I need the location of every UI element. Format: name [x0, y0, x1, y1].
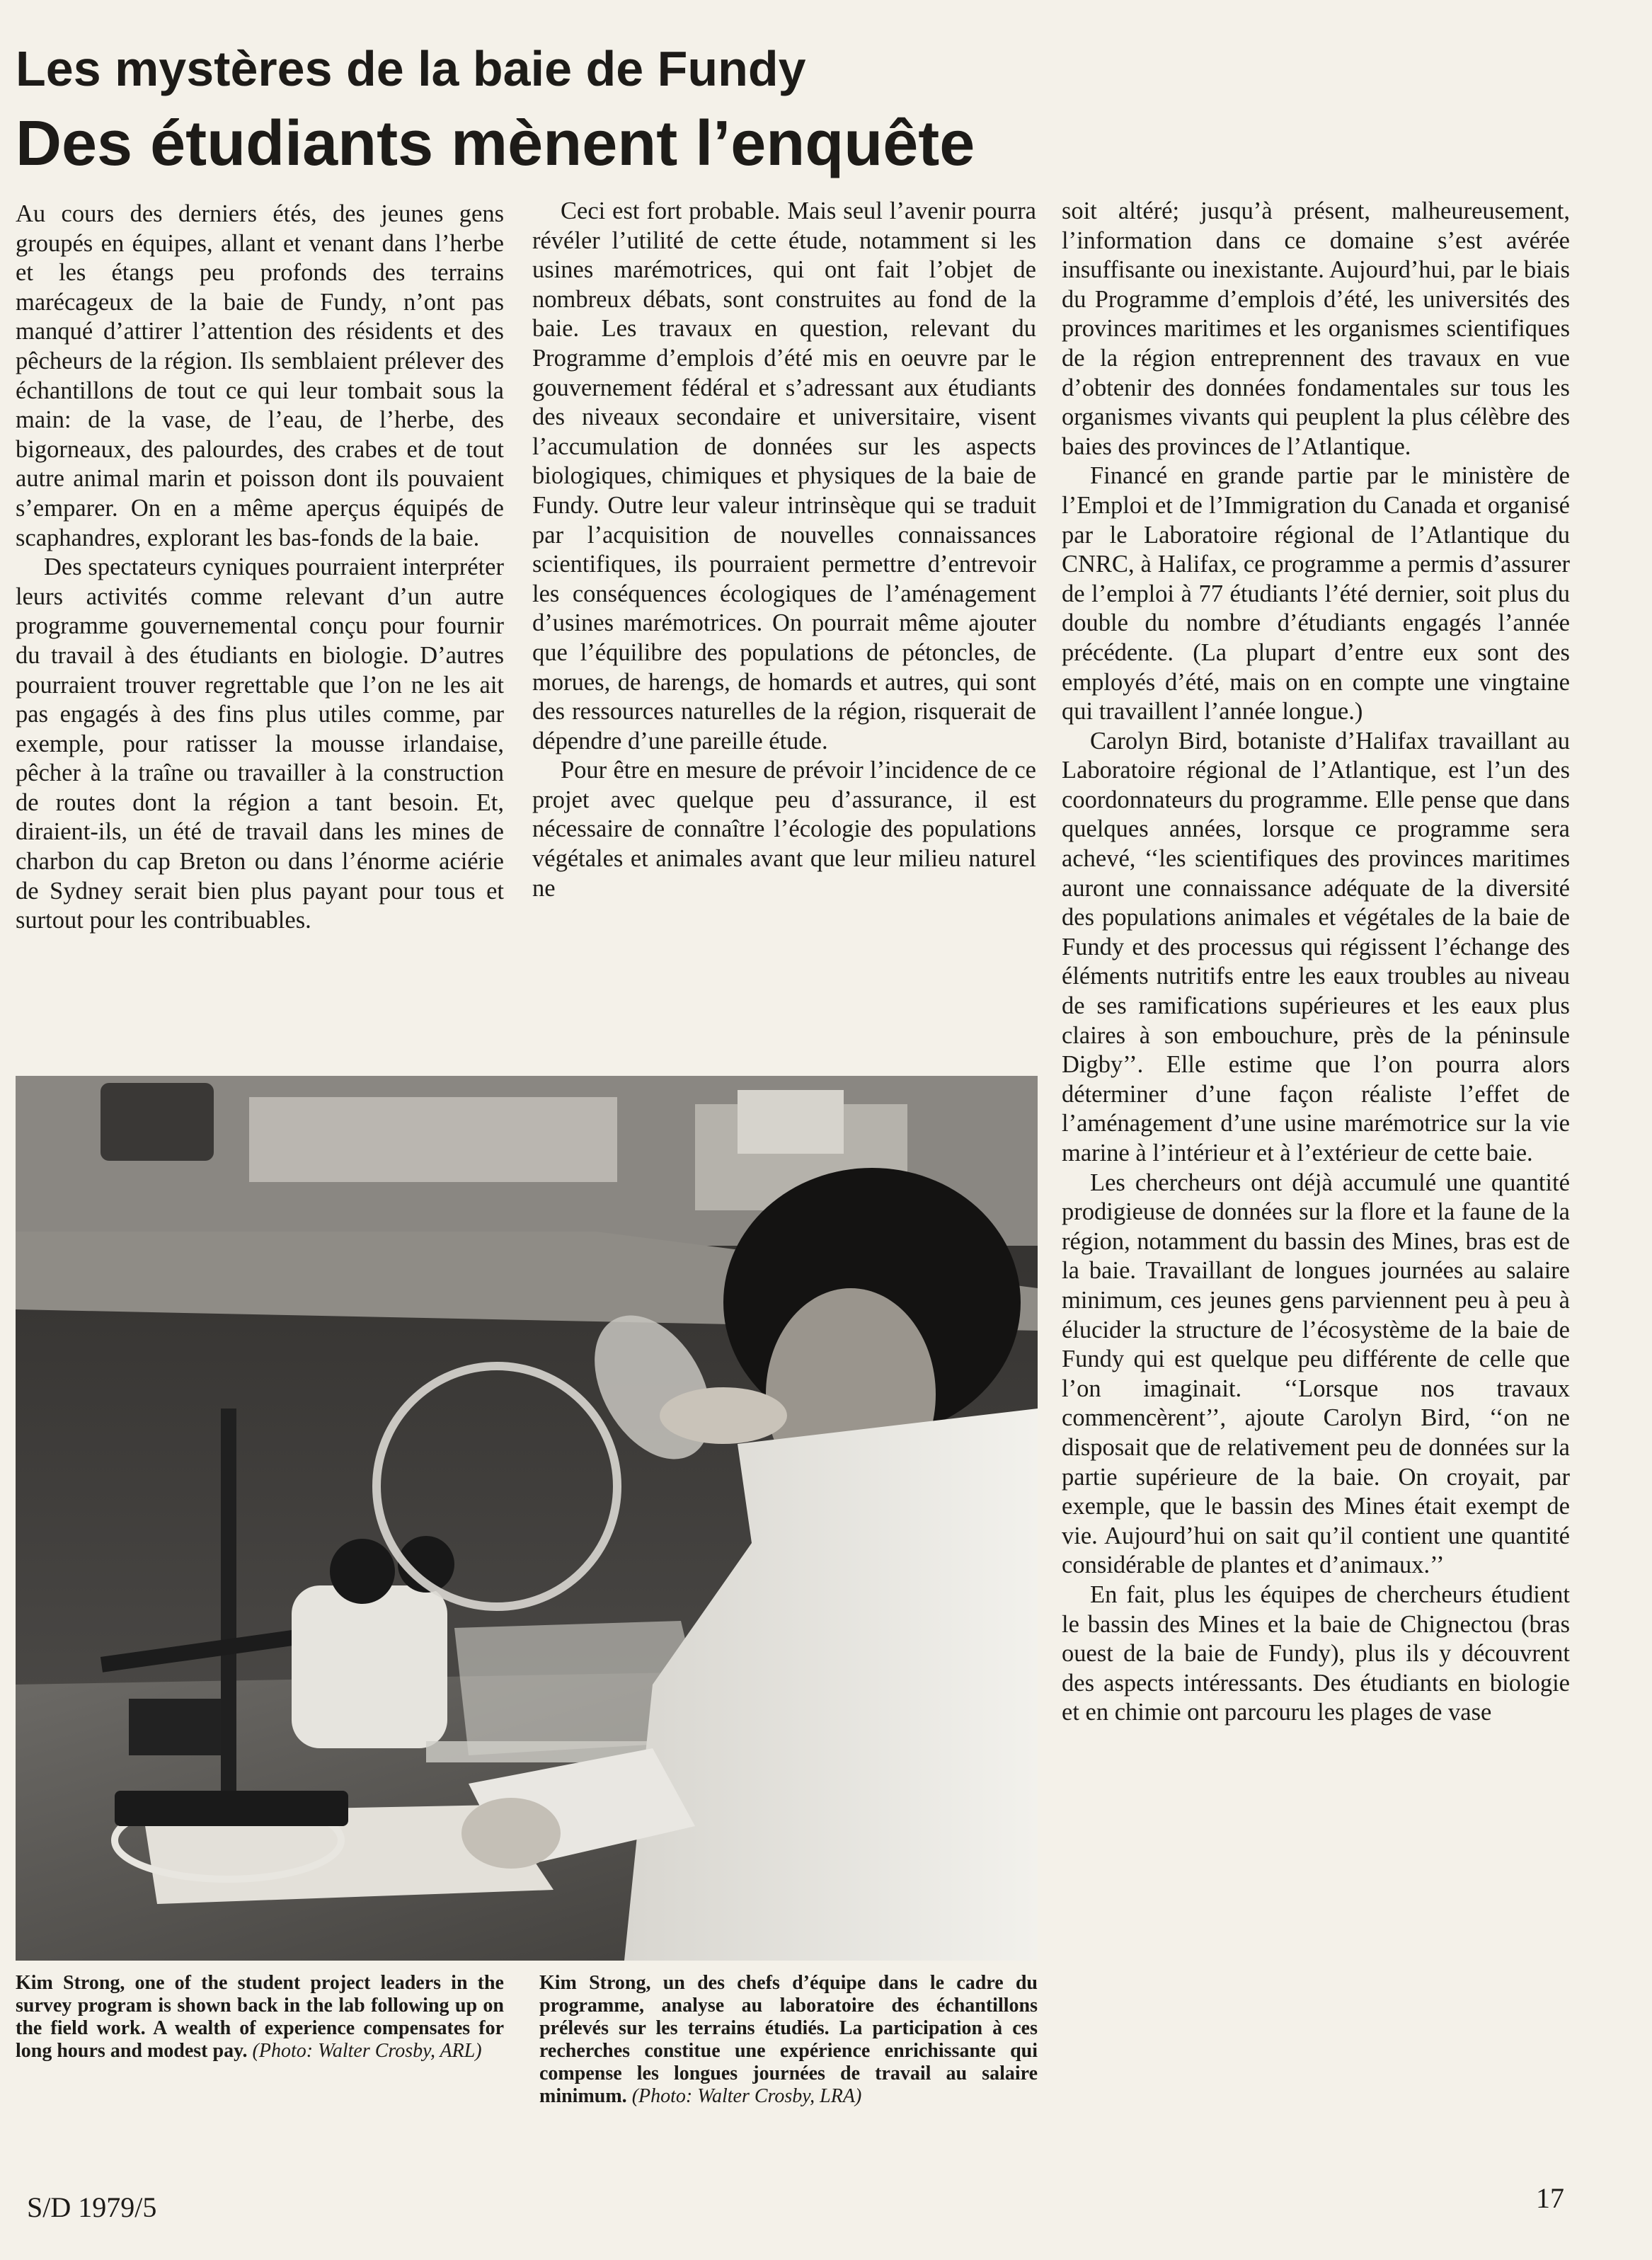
paragraph: Les chercheurs ont déjà accumulé une quantité prodigieuse de données sur la flore et la faune de la région, notamment du bassin des Mines, bras est de la baie. Travaillant de longues journées au salaire minimum, ces jeunes gens parviennent peu à peu à élucider la structure de l’écosystème de la baie de Fundy qui est quelque peu différente de celle que l’on imaginait. ‘‘Lorsque nos travaux commencèrent’’, ajoute Carolyn Bird, ‘‘on ne disposait que de relativement peu de données sur la partie supérieure de la baie. On croyait, par exemple, que le bassin des Mines était exempt de vie. Aujourd’hui on sait qu’il contient une quantité considérable de plantes et d’animaux.’’: [1062, 1169, 1570, 1579]
issue-label: S/D 1979/5: [27, 2191, 157, 2223]
text-column-3: [1062, 197, 1570, 1728]
photo-caption-english: [16, 1972, 504, 2063]
paragraph: Des spectateurs cyniques pourraient interpréter leurs activités comme relevant d’un autre programme gouvernemental conçu pour fournir du travail à des étudiants en biologie. D’autres pourraient trouver regrettable que l’on ne les ait pas engagés à des fins plus utiles comme, par exemple, pour ratisser la mousse irlandaise, pêcher à la traîne ou travailler à la construction de routes dont la région a tant besoin. Et, diraient-ils, un été de travail dans les mines de charbon du cap Breton ou dans l’énorme aciérie de Sydney serait bien plus payant pour tous et surtout pour les contribuables.: [16, 553, 504, 934]
lab-photo: [16, 1076, 1038, 1961]
article-headline: Des étudiants mènent l’enquête: [16, 108, 975, 179]
paragraph: Au cours des derniers étés, des jeunes gens groupés en équipes, allant et venant dans l’herbe et les étangs peu profonds des terrains marécageux de la baie de Fundy, n’ont pas manqué d’attirer l’attention des résidents et des pêcheurs de la région. Ils semblaient prélever des échantillons de tout ce qui leur tombait sous la main: de la vase, de l’eau, de l’herbe, des bigorneaux, des palourdes, des crabes et de tout autre animal marin et poisson dont ils pouvaient s’emparer. On en a même aperçus équipés de scaphandres, explorant les bas-fonds de la baie.: [16, 200, 504, 551]
text-column-2: [532, 197, 1036, 903]
photo-caption-french: [539, 1972, 1038, 2108]
text-column-1: [16, 200, 504, 936]
paragraph: En fait, plus les équipes de chercheurs étudient le bassin des Mines et la baie de Chignectou (bras ouest de la baie de Fundy), plus ils y découvrent des aspects intéressants. Des étudiants en biologie et en chimie ont parcouru les plages de vase: [1062, 1581, 1570, 1726]
paragraph: Pour être en mesure de prévoir l’incidence de ce projet avec quelque peu d’assurance, il est nécessaire de connaître l’écologie des populations végétales et animales avant que leur milieu naturel ne: [532, 757, 1036, 902]
page-number: 17: [1536, 2182, 1564, 2214]
paragraph: Ceci est fort probable. Mais seul l’avenir pourra révéler l’utilité de cette étude, notamment si les usines marémotrices, qui ont fait l’objet de nombreux débats, sont construites au fond de la baie. Les travaux en question, relevant du Programme d’emplois d’été mis en oeuvre par le gouvernement fédéral et s’adressant aux étudiants des niveaux secondaire et universitaire, visent l’accumulation de données sur les aspects biologiques, chimiques et physiques de la baie de Fundy. Outre leur valeur intrinsèque qui se traduit par l’acquisition de nouvelles connaissances scientifiques, ils pourraient permettre d’entrevoir les conséquences écologiques de l’aménagement d’usines marémotrices. On pourrait même ajouter que l’équilibre des populations de pétoncles, de morues, de harengs, de homards et autres, qui sont des ressources naturelles de la région, risquerait de dépendre d’une pareille étude.: [532, 197, 1036, 755]
article-kicker: Les mystères de la baie de Fundy: [16, 41, 806, 96]
lab-photo-illustration: [16, 1076, 1038, 1961]
photo-credit: (Photo: Walter Crosby, ARL): [252, 2040, 482, 2062]
photo-credit: (Photo: Walter Crosby, LRA): [631, 2085, 862, 2107]
paragraph: Carolyn Bird, botaniste d’Halifax travaillant au Laboratoire régional de l’Atlantique, est l’un des coordonnateurs du programme. Elle pense que dans quelques années, lorsque ce programme sera achevé, ‘‘les scientifiques des provinces maritimes auront une connaissance adéquate de la diversité des populations animales et végétales de la baie de Fundy et des processus qui régissent l’échange des éléments nutritifs entre les eaux troubles au niveau de ses ramifications supérieures et les eaux plus claires à son embouchure, près de la péninsule Digby’’. Elle estime que l’on pourra alors déterminer d’une façon réaliste l’effet de l’aménagement d’une usine marémotrice sur la vie marine à l’intérieur et à l’extérieur de cette baie.: [1062, 727, 1570, 1166]
caption-text: Kim Strong, un des chefs d’équipe dans le cadre du programme, analyse au laboratoire des échantillons prélevés sur les terrains étudiés. La participation à ces recherches constitue une expérience enrichissante qui compense les longues journées de travail au salaire minimum.: [539, 1972, 1038, 2107]
paragraph: Financé en grande partie par le ministère de l’Emploi et de l’Immigration du Canada et organisé par le Laboratoire régional de l’Atlantique du CNRC, à Halifax, ce programme a permis d’assurer de l’emploi à 77 étudiants l’été dernier, soit plus du double du nombre d’étudiants engagés l’année précédente. (La plupart d’entre eux sont des employés d’été, mais on en compte une vingtaine qui travaillent l’année longue.): [1062, 462, 1570, 725]
caption-text: Kim Strong, one of the student project leaders in the survey program is shown back in the lab following up on the field work. A wealth of experience compensates for long hours and modest pay.: [16, 1972, 504, 2062]
paragraph: soit altéré; jusqu’à présent, malheureusement, l’information dans ce domaine s’est avérée insuffisante ou inexistante. Aujourd’hui, par le biais du Programme d’emplois d’été, les universités des provinces maritimes et les organismes scientifiques de la région entreprennent des travaux en vue d’obtenir des données fondamentales sur tous les organismes vivants qui peuplent la plus célèbre des baies des provinces de l’Atlantique.: [1062, 197, 1570, 460]
